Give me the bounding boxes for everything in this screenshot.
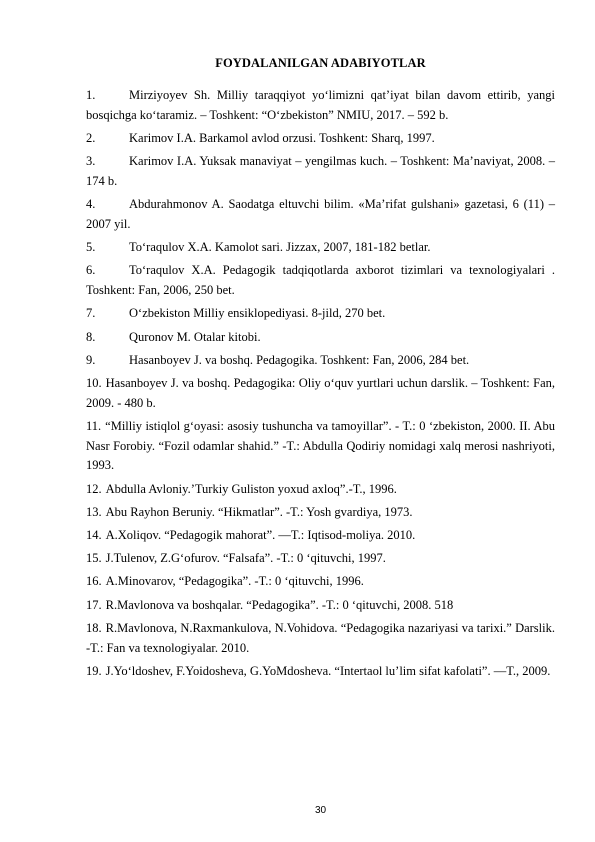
reference-item — [86, 152, 555, 192]
reference-text: Karimov I.A. Yuksak manaviyat – yengilmas kuch. – Toshkent: Ma’naviyat, 2008. – 174 b. — [86, 154, 555, 188]
reference-text: Abdurahmonov A. Saodatga eltuvchi bilim. «Ma’rifat gulshani» gazetasi, 6 (11) – 2007 yil. — [86, 197, 555, 231]
reference-text: J.Tulenov, Z.G‘ofurov. “Falsafa”. -T.: 0 ‘qituvchi, 1997. — [105, 551, 386, 566]
reference-item — [86, 304, 555, 324]
reference-item — [86, 195, 555, 235]
reference-text: J.Yo‘ldoshev, F.Yoidosheva, G.YoMdosheva. “Intertaol lu’lim sifat kafolati”. —T., 2009. — [105, 663, 551, 678]
reference-number: 2. — [86, 130, 96, 145]
reference-text: Mirziyoyev Sh. Milliy taraqqiyot yo‘limizni qat’iyat bilan davom ettirib, yangi bosqichga ko‘taramiz. – Toshkent: “O‘zbekiston” NMIU, 2017. – 592 b. — [86, 88, 555, 122]
reference-item — [86, 619, 555, 659]
reference-item — [86, 662, 555, 682]
reference-number: 6. — [86, 263, 96, 278]
reference-number: 7. — [86, 306, 96, 321]
reference-text: Quronov M. Otalar kitobi. — [129, 329, 261, 344]
reference-text: R.Mavlonova va boshqalar. “Pedagogika”. -T.: 0 ‘qituvchi, 2008. 518 — [105, 597, 454, 612]
page-title: FOYDALANILGAN ADABIYOTLAR — [215, 56, 426, 70]
reference-item — [86, 480, 555, 500]
reference-number: 12. — [86, 481, 102, 496]
reference-text: To‘raqulov X.A. Kamolot sari. Jizzax, 2007, 181-182 betlar. — [129, 240, 431, 255]
reference-number: 8. — [86, 329, 96, 344]
reference-item — [86, 129, 555, 149]
reference-text: A.Minovarov, “Pedagogika”. -T.: 0 ‘qituvchi, 1996. — [105, 574, 364, 589]
reference-item — [86, 596, 555, 616]
reference-text: R.Mavlonova, N.Raxmankulova, N.Vohidova. “Pedagogika nazariyasi va tarixi.” Darslik. -T.: Fan va texnologiyalar. 2010. — [86, 620, 555, 655]
reference-number: 14. — [86, 528, 102, 543]
reference-item — [86, 86, 555, 126]
page-number: 30 — [314, 805, 327, 816]
reference-text: Abu Rayhon Beruniy. “Hikmatlar”. -T.: Yosh gvardiya, 1973. — [105, 504, 413, 519]
reference-number: 1. — [86, 88, 96, 102]
reference-item — [86, 328, 555, 348]
reference-text: “Milliy istiqlol g‘oyasi: asosiy tushuncha va tamoyillar”. - T.: 0 ‘zbekiston, 2000. II. Abu Nasr Forobiy. “Fozil odamlar shahid.” -T.: Abdulla Qodiriy nomidagi xalq merosi nashriyoti, 1993. — [86, 418, 555, 473]
reference-number: 13. — [86, 504, 102, 519]
reference-list — [86, 86, 555, 685]
reference-number: 17. — [86, 597, 102, 612]
reference-text: To‘raqulov X.A. Pedagogik tadqiqotlarda axborot tizimlari va texnologiyalari . Toshkent: Fan, 2006, 250 bet. — [86, 263, 555, 298]
reference-item — [86, 238, 555, 258]
reference-text: Karimov I.A. Barkamol avlod orzusi. Toshkent: Sharq, 1997. — [129, 130, 435, 145]
reference-text: Hasanboyev J. va boshq. Pedagogika. Toshkent: Fan, 2006, 284 bet. — [129, 352, 470, 367]
reference-number: 15. — [86, 551, 102, 566]
reference-text: Hasanboyev J. va boshq. Pedagogika: Oliy o‘quv yurtlari uchun darslik. – Toshkent: Fan, 2009. - 480 b. — [86, 375, 555, 410]
reference-text: O‘zbekiston Milliy ensiklopediyasi. 8-jild, 270 bet. — [129, 306, 386, 321]
reference-item — [86, 261, 555, 301]
reference-item — [86, 503, 555, 523]
reference-text: A.Xoliqov. “Pedagogik mahorat”. —T.: Iqtisod-moliya. 2010. — [105, 528, 416, 543]
reference-item — [86, 351, 555, 371]
reference-number: 10. — [86, 375, 102, 390]
reference-item — [86, 526, 555, 546]
reference-number: 5. — [86, 240, 96, 255]
reference-number: 19. — [86, 663, 102, 678]
reference-text: Abdulla Avloniy.’Turkiy Guliston yoxud axloq”.-T., 1996. — [105, 481, 397, 496]
reference-item — [86, 572, 555, 592]
reference-number: 18. — [86, 620, 102, 635]
reference-number: 4. — [86, 197, 96, 212]
reference-number: 9. — [86, 352, 96, 367]
reference-number: 11. — [86, 418, 102, 433]
reference-item — [86, 417, 555, 476]
reference-item — [86, 374, 555, 414]
reference-item — [86, 549, 555, 569]
reference-number: 16. — [86, 574, 102, 589]
reference-number: 3. — [86, 154, 96, 169]
